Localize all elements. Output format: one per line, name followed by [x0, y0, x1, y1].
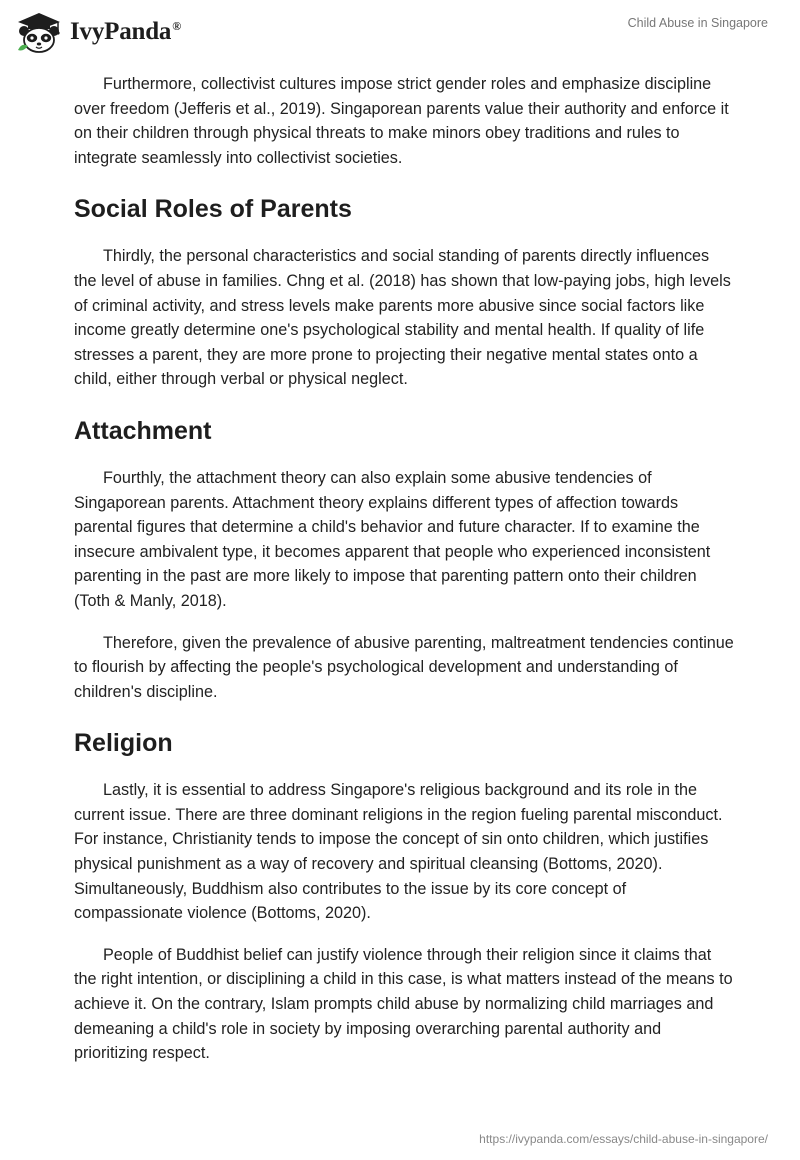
heading-social-roles: Social Roles of Parents: [74, 195, 352, 224]
brand-name: IvyPanda®: [70, 18, 181, 45]
paragraph-buddhist-belief: People of Buddhist belief can justify violence through their religion since it claims that the right intention, or disciplining a child in this case, is what matters instead of the means to achieve it. On the contrary, Islam prompts child abuse by normalizing child marriages and demeaning a child's role in society by imposing overarching parental authority and prioritizing respect.: [74, 945, 733, 1063]
ivypanda-logo[interactable]: [14, 10, 181, 54]
paragraph-religious-background: Lastly, it is essential to address Singapore's religious background and its role in the current issue. There are three dominant religions in the region fueling parental misconduct. For instance, Christianity tends to impose the concept of sin onto children, which justifies physical punishment as a way of recovery and spiritual cleansing (Bottoms, 2020). Simultaneously, Buddhism also contributes to the issue by its core concept of compassionate violence (Bottoms, 2020).: [74, 781, 723, 923]
paragraph-social-standing: Thirdly, the personal characteristics and social standing of parents directly influences the level of abuse in families. Chng et al. (2018) has shown that low-paying jobs, high levels of criminal activity, and stress levels make parents more abusive since social factors like income greatly determine one's psychological stability and mental health. If quality of life stresses a parent, they are more prone to projecting their negative mental states onto a child, either through verbal or physical neglect.: [74, 247, 731, 389]
heading-religion: Religion: [74, 729, 173, 758]
heading-attachment: Attachment: [74, 416, 212, 445]
paragraph-prevalence: Therefore, given the prevalence of abusive parenting, maltreatment tendencies continue to flourish by affecting the people's psychological development and understanding of children's discipline.: [74, 633, 734, 701]
paragraph-collectivist-cultures: Furthermore, collectivist cultures impose strict gender roles and emphasize discipline over freedom (Jefferis et al., 2019). Singaporean parents value their authority and enforce it on their children through physical threats to make minors obey traditions and rules to integrate seamlessly into collectivist societies.: [74, 75, 729, 167]
panda-mascot-icon: [14, 10, 64, 54]
registered-mark: ®: [172, 18, 181, 33]
paragraph-attachment-theory: Fourthly, the attachment theory can also explain some abusive tendencies of Singaporean parents. Attachment theory explains different types of affection towards parental figures that determine a child's behavior and future character. If to examine the insecure ambivalent type, it becomes apparent that people who experienced inconsistent parenting in the past are more likely to impose that parenting pattern onto their children (Toth & Manly, 2018).: [74, 468, 711, 610]
document-title: Child Abuse in Singapore: [627, 16, 768, 30]
source-url[interactable]: https://ivypanda.com/essays/child-abuse-in-singapore/: [479, 1132, 768, 1146]
page-header: [0, 0, 800, 64]
essay-body: [74, 72, 734, 1083]
